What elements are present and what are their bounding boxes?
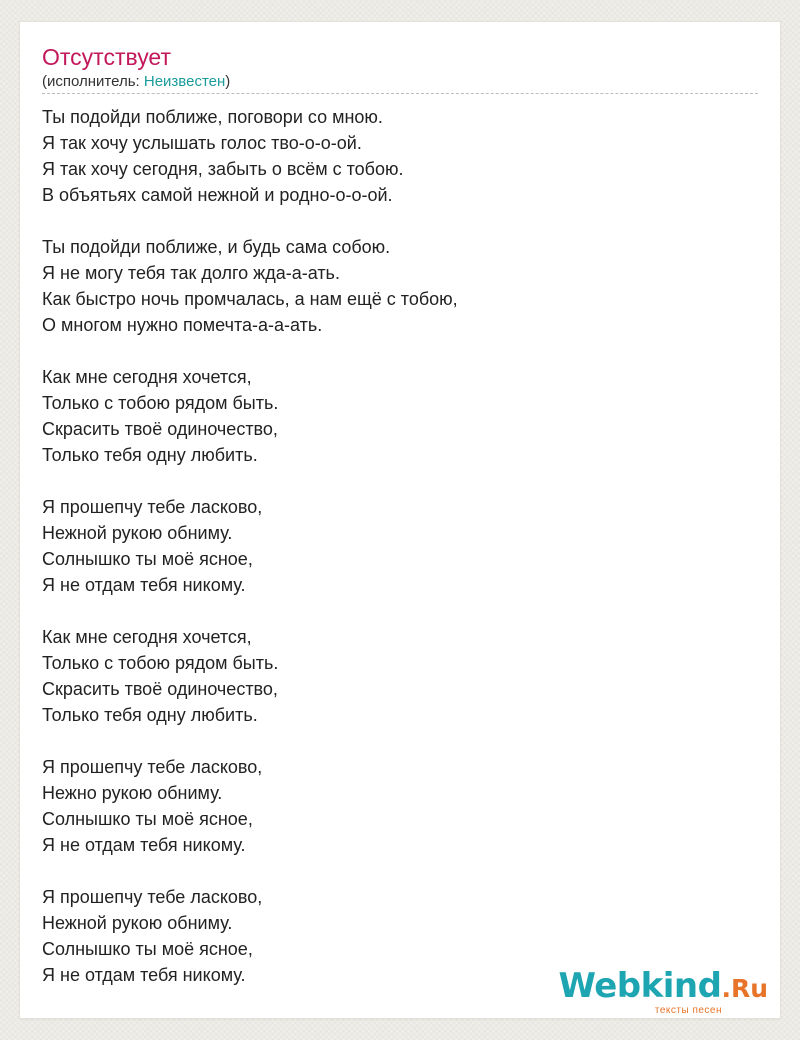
lyric-line: Солнышко ты моё ясное, [42, 939, 253, 959]
stanza [42, 494, 758, 598]
stanza [42, 624, 758, 728]
lyric-line: Солнышко ты моё ясное, [42, 809, 253, 829]
lyric-line: О многом нужно помечта-а-а-ать. [42, 315, 323, 335]
lyric-line: Я не отдам тебя никому. [42, 575, 246, 595]
stanza [42, 364, 758, 468]
lyric-line: Только тебя одну любить. [42, 445, 258, 465]
lyric-line: Я прошепчу тебе ласково, [42, 757, 263, 777]
lyric-line: Я прошепчу тебе ласково, [42, 497, 263, 517]
logo-name: Webkind [558, 966, 722, 1006]
lyric-line: Только тебя одну любить. [42, 705, 258, 725]
lyric-line: Ты подойди поближе, поговори со мною. [42, 107, 383, 127]
artist-suffix: ) [225, 73, 231, 90]
lyric-line: Я прошепчу тебе ласково, [42, 887, 263, 907]
logo-wordmark [558, 966, 768, 1006]
lyric-line: Нежно рукою обниму. [42, 783, 223, 803]
artist-link[interactable]: Неизвестен [143, 73, 226, 90]
stanza [42, 104, 758, 208]
dashed-divider [42, 93, 758, 94]
lyric-line: Я не могу тебя так долго жда-а-ать. [42, 263, 340, 283]
artist-line [42, 72, 230, 92]
lyric-line: Я не отдам тебя никому. [42, 835, 246, 855]
logo-tld: .Ru [721, 974, 768, 1003]
lyric-line: Солнышко ты моё ясное, [42, 549, 253, 569]
lyric-line: Я так хочу услышать голос тво-о-о-ой. [42, 133, 362, 153]
lyric-line: Нежной рукою обниму. [42, 523, 233, 543]
stanza [42, 234, 758, 338]
lyric-line: Ты подойди поближе, и будь сама собою. [42, 237, 391, 257]
song-title: Отсутствует [42, 44, 171, 70]
lyrics-page [20, 22, 780, 1018]
lyric-line: Только с тобою рядом быть. [42, 653, 279, 673]
lyric-line: Скрасить твоё одиночество, [42, 419, 278, 439]
site-logo[interactable] [558, 966, 768, 1016]
lyric-line: Скрасить твоё одиночество, [42, 679, 278, 699]
logo-tagline: тексты песен [654, 1005, 722, 1016]
artist-prefix: (исполнитель: [42, 73, 144, 90]
lyric-line: Как быстро ночь промчалась, а нам ещё с тобою, [42, 289, 458, 309]
lyric-line: В объятьях самой нежной и родно-о-о-ой. [42, 185, 393, 205]
stanza [42, 754, 758, 858]
lyric-line: Я не отдам тебя никому. [42, 965, 246, 985]
lyric-line: Как мне сегодня хочется, [42, 367, 252, 387]
lyric-line: Как мне сегодня хочется, [42, 627, 252, 647]
lyric-line: Только с тобою рядом быть. [42, 393, 279, 413]
lyric-line: Я так хочу сегодня, забыть о всём с тобою. [42, 159, 404, 179]
lyric-line: Нежной рукою обниму. [42, 913, 233, 933]
lyrics-body [42, 104, 758, 1014]
